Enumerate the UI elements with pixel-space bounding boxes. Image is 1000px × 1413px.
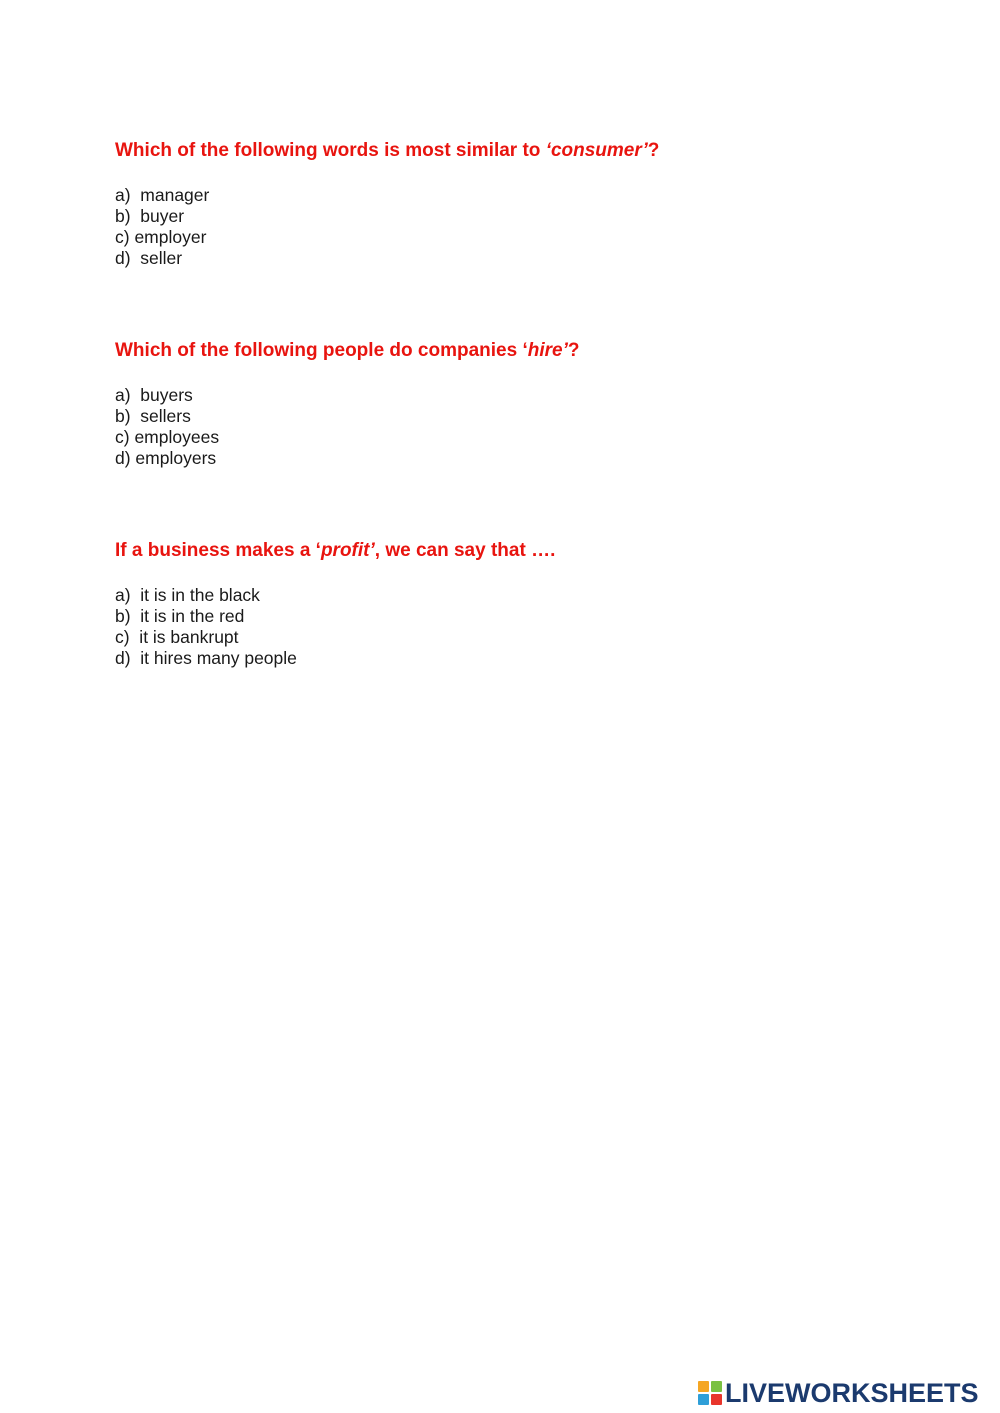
option-c[interactable]: c) it is bankrupt (115, 627, 239, 647)
question-1-suffix: ? (647, 140, 660, 161)
option-d[interactable]: d) seller (115, 248, 183, 268)
question-3-options (115, 585, 297, 669)
question-1 (115, 140, 915, 268)
question-1-prefix: Which of the following words is most similar to (115, 140, 546, 161)
logo-square-green (711, 1381, 722, 1392)
question-1-keyword: ‘consumer’ (545, 140, 648, 161)
logo-square-blue (698, 1394, 709, 1405)
question-2-prefix: Which of the following people do companies ‘ (115, 340, 528, 361)
option-b[interactable]: b) it is in the red (115, 606, 245, 626)
question-3-keyword: profit’ (320, 540, 375, 561)
question-2-text (115, 340, 915, 362)
option-c[interactable]: c) employees (115, 427, 220, 447)
liveworksheets-logo[interactable] (698, 1380, 979, 1406)
logo-square-red (711, 1394, 722, 1405)
question-3-suffix: , we can say that …. (374, 540, 556, 561)
question-3-prefix: If a business makes a ‘ (115, 540, 321, 561)
question-3 (115, 540, 915, 668)
question-3-text (115, 540, 915, 562)
option-b[interactable]: b) sellers (115, 406, 191, 426)
question-1-options (115, 185, 209, 269)
option-b[interactable]: b) buyer (115, 206, 185, 226)
option-a[interactable]: a) it is in the black (115, 585, 260, 605)
logo-text: LIVEWORKSHEETS (725, 1378, 979, 1408)
question-2-suffix: ? (567, 340, 580, 361)
question-2-keyword: hire’ (527, 340, 568, 361)
question-1-text (115, 140, 915, 162)
option-c[interactable]: c) employer (115, 227, 207, 247)
option-d[interactable]: d) it hires many people (115, 648, 297, 668)
question-2-options (115, 385, 219, 469)
option-a[interactable]: a) buyers (115, 385, 193, 405)
option-d[interactable]: d) employers (115, 448, 217, 468)
logo-square-orange (698, 1381, 709, 1392)
liveworksheets-logo-icon (698, 1381, 722, 1405)
option-a[interactable]: a) manager (115, 185, 210, 205)
question-2 (115, 340, 915, 468)
